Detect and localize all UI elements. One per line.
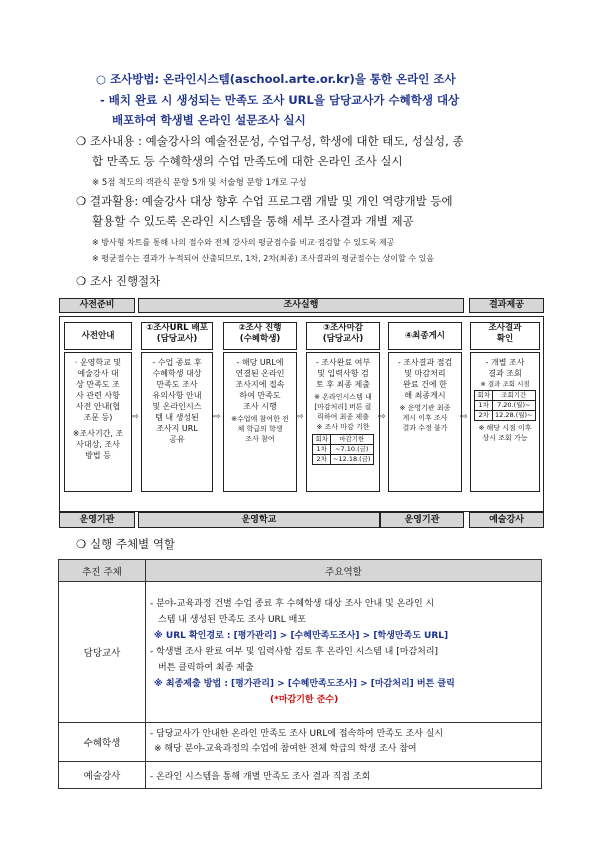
teacher-role-line: 버튼 클릭하여 최종 제출	[158, 663, 254, 673]
step0-line: 예술강사 대	[77, 369, 119, 378]
step2-line: - 해당 URL에	[236, 358, 284, 367]
step2-note-line: 조사 참여	[245, 435, 275, 443]
subject-student: 수혜학생	[59, 723, 146, 762]
table-row	[59, 762, 542, 789]
step3-body	[306, 352, 380, 492]
deadline-round: 2차	[313, 455, 331, 465]
content-note: ※ 5점 척도의 객관식 문항 5개 및 서술형 문항 1개로 구성	[92, 178, 307, 188]
view-round: 2차	[475, 411, 493, 421]
deadline-date: ~12.18.(금)	[331, 455, 373, 465]
step1-title	[141, 322, 213, 350]
step2-note-line: ※수업에 참여한 전	[231, 415, 289, 423]
result-line2: 활용할 수 있도록 온라인 시스템을 통해 세부 조사결과 개별 제공	[92, 214, 414, 228]
step1-line: 및 온라인시스	[152, 402, 202, 411]
step0-line: 사 관련 사항	[76, 391, 120, 400]
step0-body	[64, 352, 132, 492]
view-head-round: 회차	[475, 391, 493, 401]
step3-note-line: [마감처리] 버튼 클	[314, 403, 372, 411]
step1-line: 공유	[169, 435, 185, 444]
step5-body	[470, 352, 540, 492]
step2-note-line: 체 학급의 학생	[237, 425, 283, 433]
step5-line: - 개별 조사	[485, 358, 525, 367]
step1-line: 만족도 조사	[156, 380, 198, 389]
step0-line: · 운영학교 및	[74, 358, 122, 367]
student-role	[146, 723, 542, 762]
procedure-title: 조사 진행절차	[89, 274, 161, 288]
step2-line: 조사지에 접속	[235, 380, 285, 389]
step4-title: ④최종게시	[388, 322, 462, 350]
step4-note	[389, 403, 461, 433]
content-line1	[76, 134, 464, 148]
student-role-line: - 담당교사가 안내한 온라인 만족도 조사 URL에 접속하여 만족도 조사 실시	[150, 729, 444, 739]
step2-line: 연결된 온라인	[235, 369, 285, 378]
step0-note: 사대상, 조사	[76, 440, 120, 449]
result-note1: ※ 방사형 차트를 통해 나의 점수와 전체 강사의 평균점수를 비교·점검할 수 있도록 제공	[92, 238, 395, 247]
step1-line: 유의사항 안내	[152, 391, 202, 400]
step1-title-line2: (담당교사)	[156, 334, 198, 344]
deadline-date: ~7.10.(금)	[331, 445, 373, 455]
step0-line: 사전 안내(협	[75, 402, 121, 411]
actor-teacher: 예술강사	[469, 512, 544, 528]
step5-title-line1: 조사결과	[488, 323, 522, 333]
phase-exec: 조사실행	[138, 298, 464, 313]
col-subject: 추진 주체	[59, 560, 146, 582]
step4-note-line: ※ 운영기관 최종	[399, 404, 451, 412]
step5-note2	[471, 423, 539, 443]
actor-org2: 운영기관	[380, 512, 464, 528]
roles-heading	[76, 537, 175, 551]
step5-title	[470, 322, 540, 350]
method-text: 조사방법: 온라인시스템(aschool.arte.or.kr)을 통한 온라인 조사	[110, 72, 456, 86]
step2-note	[224, 414, 296, 444]
step2-title-line2: (수혜학생)	[239, 334, 281, 344]
step1-title-line1: ①조사URL 배포	[146, 323, 208, 333]
view-round: 1차	[475, 401, 493, 411]
step0-note: ※조사기간, 조	[72, 429, 124, 438]
view-period: 12.28.(월)~	[493, 411, 535, 421]
step5-note2-line: ※ 해당 시점 이후	[478, 424, 532, 432]
method-line	[96, 72, 456, 86]
step0-title: 사전안내	[64, 322, 132, 350]
view-head-period: 조회기간	[493, 391, 535, 401]
deadline-round: 1차	[313, 445, 331, 455]
roles-table	[58, 559, 542, 789]
teacher-role-line: - 분야-교육과정 건별 수업 종료 후 수혜학생 대상 조사 안내 및 온라인 시	[150, 599, 435, 609]
step4-line: 및 마감처리	[404, 369, 446, 378]
result-line1	[76, 194, 453, 208]
content-line2: 합 만족도 등 수혜학생의 수업 만족도에 대한 온라인 조사 실시	[92, 154, 403, 168]
actor-school: 운영학교	[138, 512, 380, 528]
circle-bullet-icon: ❍	[76, 537, 87, 551]
teacher-role-line: 스템 내 생성된 만족도 조사 URL 배포	[158, 615, 307, 625]
step3-note-line: 릭하여 최종 제출	[317, 413, 369, 421]
result-view-table	[474, 390, 535, 421]
phase-result: 결과제공	[469, 298, 544, 313]
step2-title	[223, 322, 297, 350]
view-period: 7.20.(월)~	[493, 401, 535, 411]
step3-title-line2: (담당교사)	[322, 334, 364, 344]
step5-line: 결과 조회	[488, 369, 522, 378]
step3-note	[307, 392, 379, 432]
step1-line: 조사지 URL	[156, 424, 198, 433]
table-row	[59, 582, 542, 723]
step4-line: - 조사결과 점검	[397, 358, 453, 367]
deadline-head-date: 마감기한	[331, 435, 373, 445]
step1-body	[141, 352, 213, 492]
teacher-role-line: - 학생별 조사 완료 여부 및 입력사항 검토 후 온라인 시스템 내 [마감처리]	[150, 647, 439, 657]
step2-line: 조사 시행	[243, 402, 277, 411]
step3-note-line: ※ 온라인시스템 내	[314, 393, 372, 401]
circle-bullet-icon: ❍	[76, 194, 87, 208]
arrow-right-icon: ⇨	[131, 412, 139, 422]
step4-body	[388, 352, 462, 492]
step2-body	[223, 352, 297, 492]
method-sub1: - 배치 완료 시 생성되는 만족도 조사 URL을 담당교사가 수혜학생 대상	[100, 93, 460, 107]
arrow-right-icon: ⇨	[378, 412, 386, 422]
col-role: 주요역할	[146, 560, 542, 582]
deadline-head-round: 회차	[313, 435, 331, 445]
step2-title-line1: ②조사 진행	[238, 323, 282, 333]
artist-role: - 온라인 시스템을 통해 개별 만족도 조사 결과 직접 조회	[146, 762, 542, 789]
step2-line: 하여 만족도	[239, 391, 281, 400]
step0-line: 조문 등)	[83, 413, 113, 422]
content-text1: 조사내용 : 예술강사의 예술전문성, 수업구성, 학생에 대한 태도, 성실성, 종	[89, 134, 464, 148]
result-text1: 결과활용: 예술강사 대상 향후 수업 프로그램 개발 및 개인 역량개발 등에	[89, 194, 453, 208]
actor-org1: 운영기관	[59, 512, 135, 528]
circle-bullet-icon: ○	[96, 72, 107, 86]
deadline-warning: (*마감기한 준수)	[270, 695, 339, 705]
step3-line: - 조사완료 여부	[315, 358, 371, 367]
teacher-role-path: ※ 최종제출 방법 : [평가관리] > [수혜만족도조사] > [마감처리] 버튼 클릭	[154, 679, 455, 689]
step0-line: 상 만족도 조	[76, 380, 120, 389]
step5-title-line2: 확인	[496, 334, 514, 344]
table-row	[59, 723, 542, 762]
step3-line: 및 입력사항 검	[317, 369, 369, 378]
arrow-right-icon: ⇨	[213, 412, 221, 422]
step4-note-line: 게시 이후 조사	[402, 414, 448, 422]
phase-prep: 사전준비	[59, 298, 135, 313]
step3-title-line1: ③조사마감	[322, 323, 364, 333]
step1-line: - 수업 종료 후	[152, 358, 202, 367]
step3-title	[306, 322, 380, 350]
subject-artist: 예술강사	[59, 762, 146, 789]
result-note2: ※ 평균점수는 결과가 누적되어 산출되므로, 1차, 2차(최종) 조사결과의 평균점수는 상이할 수 있음	[92, 254, 435, 263]
step0-note: 방법 등	[85, 451, 111, 460]
arrow-right-icon: ⇨	[296, 412, 304, 422]
procedure-heading	[76, 274, 160, 288]
teacher-role-path: ※ URL 확인경로 : [평가관리] > [수혜만족도조사] > [학생만족도 URL]	[154, 631, 449, 641]
student-role-line: ※ 해당 분야-교육과정의 수업에 참여한 전체 학급의 학생 조사 참여	[154, 744, 417, 754]
method-sub2: 배포하여 학생별 온라인 설문조사 실시	[112, 113, 306, 127]
subject-teacher: 담당교사	[59, 582, 146, 723]
step1-line: 템 내 생성된	[155, 413, 199, 422]
step4-line: 완료 건에 한	[403, 380, 447, 389]
step5-note2-line: 상시 조회 가능	[482, 434, 528, 442]
step3-line: 토 후 최종 제출	[316, 380, 370, 389]
step5-note: ※ 결과 조회 시점	[480, 380, 530, 388]
circle-bullet-icon: ❍	[76, 274, 87, 288]
circle-bullet-icon: ❍	[76, 134, 87, 148]
step4-note-line: 결과 수정 불가	[402, 424, 448, 432]
roles-header-row	[59, 560, 542, 582]
deadline-table	[312, 434, 373, 465]
step1-line: 수혜학생 대상	[152, 369, 202, 378]
roles-title: 실행 주체별 역할	[89, 537, 176, 551]
arrow-right-icon: ⇨	[460, 412, 468, 422]
teacher-role	[146, 582, 542, 723]
step4-line: 해 최종게시	[404, 391, 446, 400]
step3-note-line: ※ 조사 마감 기한	[316, 423, 370, 431]
